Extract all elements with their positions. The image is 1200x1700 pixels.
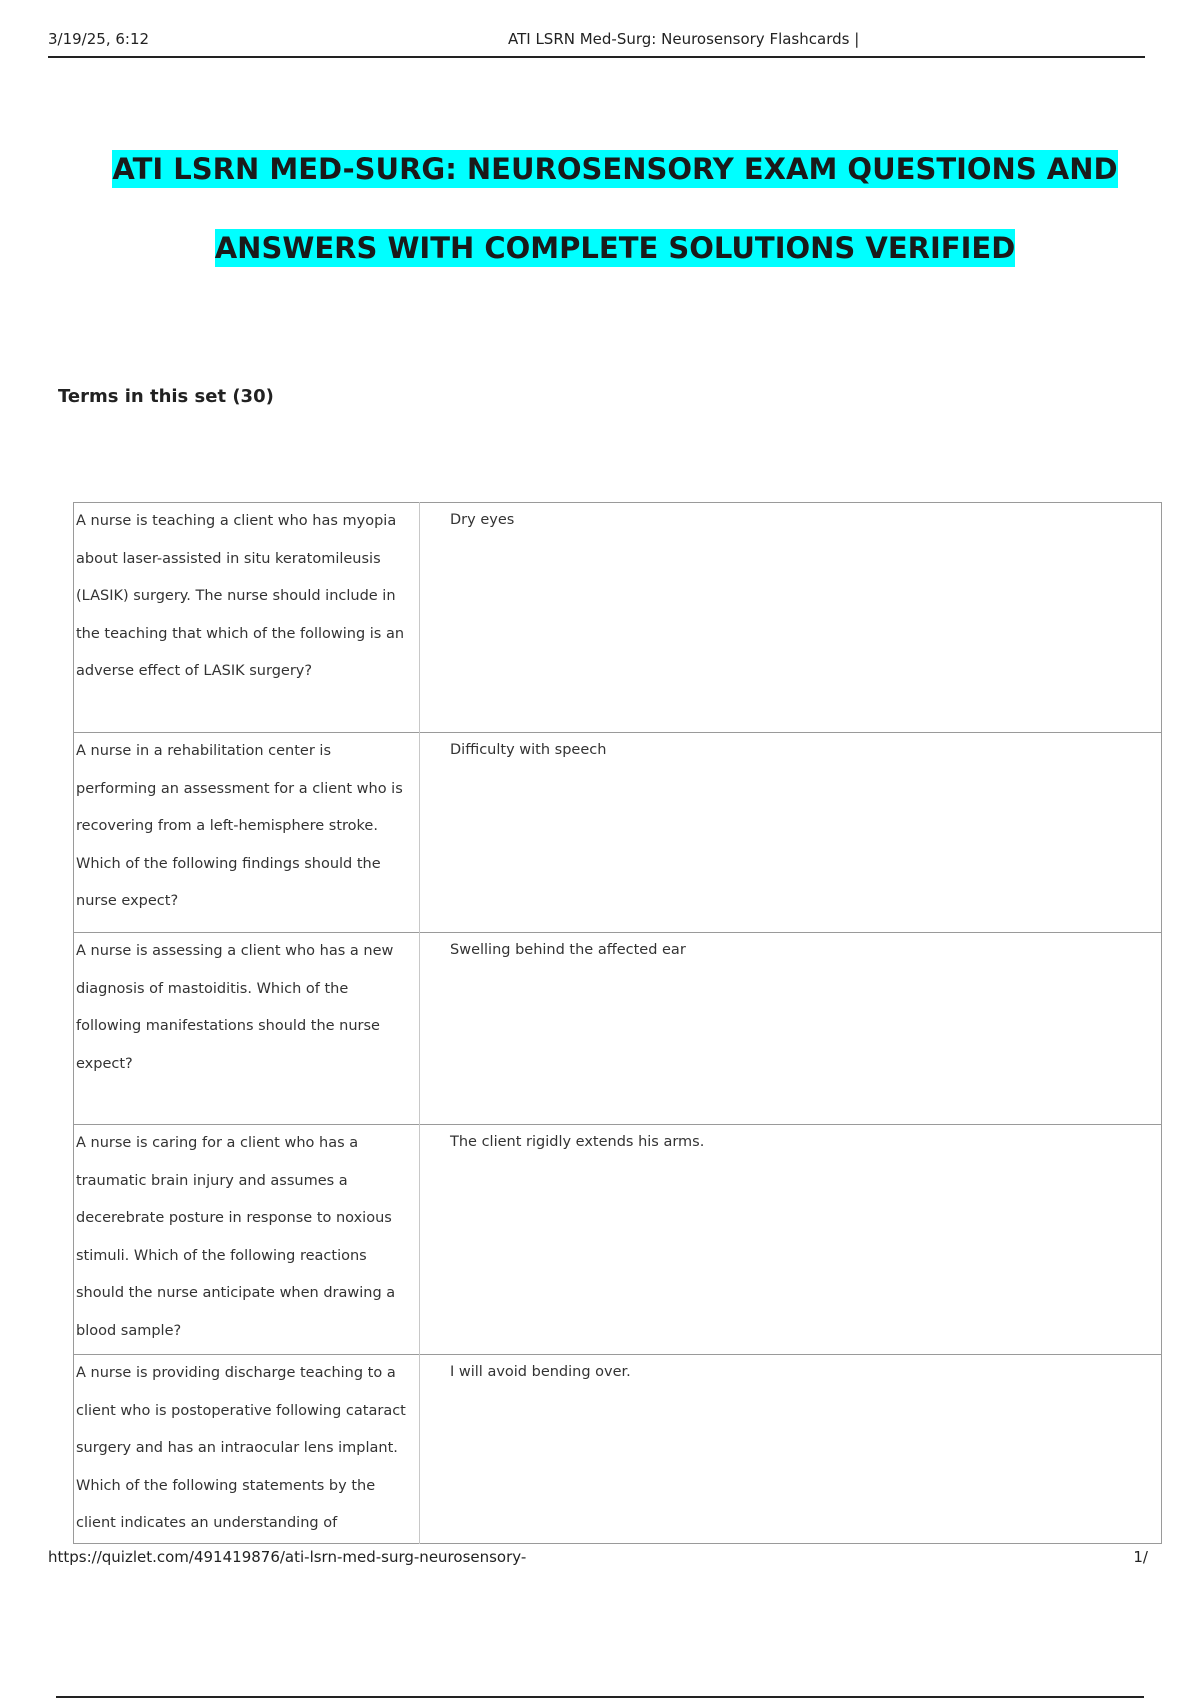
card-term: A nurse is teaching a client who has myopia about laser-assisted in situ keratomileusis (LASIK) surgery. The nurse should include in the teaching that which of the following is an adverse effect of LASIK surgery? [74,503,420,733]
table-row [74,733,1162,933]
print-page-title: ATI LSRN Med-Surg: Neurosensory Flashcards | [508,30,860,48]
card-term: A nurse is assessing a client who has a new diagnosis of mastoiditis. Which of the following manifestations should the nurse expect? [74,933,420,1125]
print-date: 3/19/25, 6:12 [48,30,150,48]
card-definition: I will avoid bending over. [420,1355,1162,1544]
bottom-divider [56,1696,1144,1698]
table-row [74,1125,1162,1355]
source-url: https://quizlet.com/491419876/ati-lsrn-med-surg-neurosensory- [48,1548,527,1566]
print-header [48,28,1145,58]
terms-count-label: Terms in this set (30) [58,386,274,407]
flashcard-table [73,502,1162,1544]
card-definition: Swelling behind the affected ear [420,933,1162,1125]
card-term: A nurse is providing discharge teaching to a client who is postoperative following cataract surgery and has an intraocular lens implant. Which of the following statements by the client indicates an understanding of [74,1355,420,1544]
card-definition: Difficulty with speech [420,733,1162,933]
print-footer [48,1548,1148,1572]
card-term: A nurse in a rehabilitation center is performing an assessment for a client who is recovering from a left-hemisphere stroke. Which of the following findings should the nurse expect? [74,733,420,933]
document-title-block [40,132,1190,290]
table-row [74,503,1162,733]
card-definition: The client rigidly extends his arms. [420,1125,1162,1355]
document-title: ATI LSRN MED-SURG: NEUROSENSORY EXAM QUESTIONS AND ANSWERS WITH COMPLETE SOLUTIONS VERIFIED [112,152,1118,265]
card-definition: Dry eyes [420,503,1162,733]
table-row [74,1355,1162,1544]
page-number: 1/ [1133,1548,1148,1566]
table-row [74,933,1162,1125]
card-term: A nurse is caring for a client who has a traumatic brain injury and assumes a decerebrate posture in response to noxious stimuli. Which of the following reactions should the nurse anticipate when drawing a blood sample? [74,1125,420,1355]
